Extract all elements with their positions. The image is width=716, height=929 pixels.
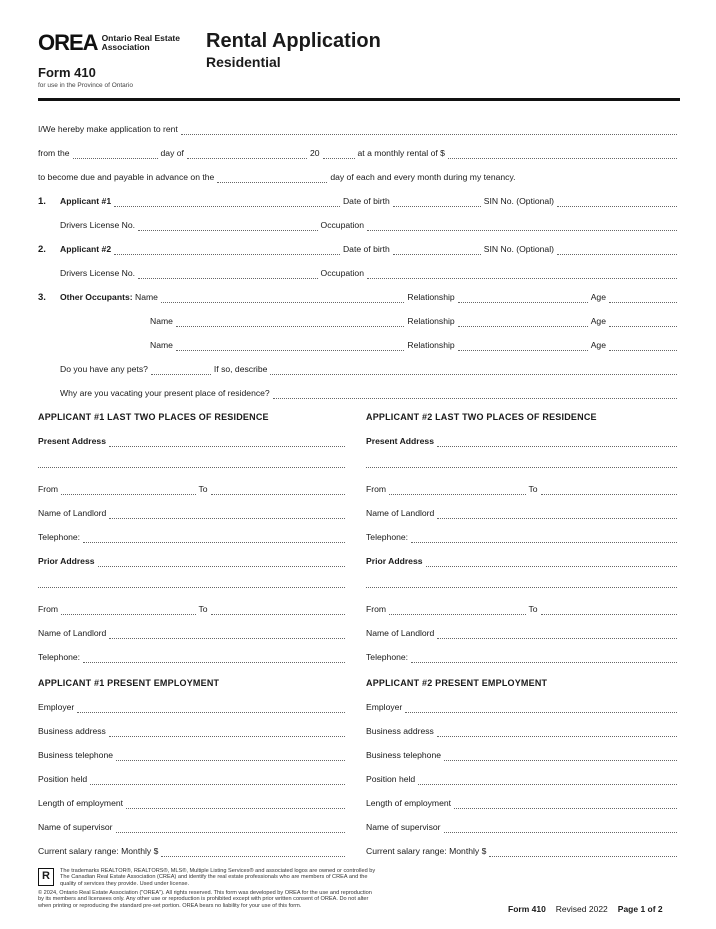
copyright-notice: © 2024, Ontario Real Estate Association ("OREA"). All rights reserved. This form was developed by OREA for the use and reproduction by its members and licensees only. Any other use or reproduction is prohibited except with prior written consent of OREA. Do not alter when printing or reproducing the standard pre-set portion. OREA bears no liability for your use of this form. xyxy=(38,890,372,909)
a1-prior-address-field-2[interactable] xyxy=(38,580,345,588)
applicant2-employment-heading: APPLICANT #2 PRESENT EMPLOYMENT xyxy=(366,678,548,688)
due-day-field[interactable] xyxy=(217,175,327,183)
applicant1-employment-heading: APPLICANT #1 PRESENT EMPLOYMENT xyxy=(38,678,220,688)
a1-prior-address-line: Prior Address xyxy=(38,556,348,567)
occupant2-age-field[interactable] xyxy=(609,319,677,327)
form-province-note: for use in the Province of Ontario xyxy=(38,82,134,89)
a2-present-landlord-field[interactable] xyxy=(437,511,677,519)
pets-describe-field[interactable] xyxy=(270,367,677,375)
a1-length-field[interactable] xyxy=(126,801,345,809)
occupant3-age-field[interactable] xyxy=(609,343,677,351)
occupant3-name-field[interactable] xyxy=(176,343,404,351)
a1-prior-address-field[interactable] xyxy=(98,559,345,567)
form-number: Form 410 xyxy=(38,65,96,80)
a2-business-address-line: Business address xyxy=(366,726,680,737)
realtor-logo-icon: R xyxy=(38,868,54,886)
a2-present-dates-line: From To xyxy=(366,484,680,495)
applicant2-occupation-field[interactable] xyxy=(367,271,677,279)
a1-prior-landlord-line: Name of Landlord xyxy=(38,628,348,639)
a2-present-from-field[interactable] xyxy=(389,487,525,495)
trademark-notice: The trademarks REALTOR®, REALTORS®, MLS®, Multiple Listing Services® and associated logos are owned or controlled by The Canadian Real Estate Association (CREA) and identify the real estate professionals who are members of CREA and the quality of services they provide. Used under license. xyxy=(60,868,376,887)
applicant2-sin-field[interactable] xyxy=(557,247,677,255)
a2-present-address-cont xyxy=(366,460,680,468)
a1-business-address-field[interactable] xyxy=(109,729,345,737)
a2-employer-line: Employer xyxy=(366,702,680,713)
a2-supervisor-field[interactable] xyxy=(444,825,677,833)
applicant2-license-field[interactable] xyxy=(138,271,318,279)
a2-present-address-field[interactable] xyxy=(437,439,677,447)
applicant1-occupation-field[interactable] xyxy=(367,223,677,231)
a2-present-address-line: Present Address xyxy=(366,436,680,447)
applicant1-line: 1. Applicant #1 Date of birth SIN No. (Optional) xyxy=(38,196,680,207)
rent-period-line: from the day of 20 at a monthly rental of $ xyxy=(38,148,680,159)
from-day-field[interactable] xyxy=(73,151,158,159)
a2-business-telephone-line: Business telephone xyxy=(366,750,680,761)
form-title: Rental Application xyxy=(206,30,381,52)
rent-address-line: I/We hereby make application to rent xyxy=(38,124,680,135)
rent-address-field[interactable] xyxy=(181,127,677,135)
due-date-line: to become due and payable in advance on the day of each and every month during my tenancy. xyxy=(38,172,516,182)
logo-text: Ontario Real Estate Association xyxy=(101,33,180,52)
footer-page-info xyxy=(508,904,663,914)
from-month-field[interactable] xyxy=(187,151,307,159)
a1-present-dates-line: From To xyxy=(38,484,348,495)
a1-salary-field[interactable] xyxy=(161,849,345,857)
a1-prior-dates-line: From To xyxy=(38,604,348,615)
a2-prior-from-field[interactable] xyxy=(389,607,525,615)
a2-length-field[interactable] xyxy=(454,801,677,809)
applicant2-license-line: Drivers License No. Occupation xyxy=(60,268,680,279)
occupant2-relationship-field[interactable] xyxy=(458,319,588,327)
a1-prior-to-field[interactable] xyxy=(211,607,345,615)
a1-supervisor-line: Name of supervisor xyxy=(38,822,348,833)
applicant1-license-line: Drivers License No. Occupation xyxy=(60,220,680,231)
a1-prior-telephone-line: Telephone: xyxy=(38,652,348,663)
applicant2-residence-heading: APPLICANT #2 LAST TWO PLACES OF RESIDENCE xyxy=(366,412,597,422)
header-rule xyxy=(38,98,680,101)
a2-length-line: Length of employment xyxy=(366,798,680,809)
a2-present-address-field-2[interactable] xyxy=(366,460,677,468)
a2-prior-address-cont xyxy=(366,580,680,588)
pets-field[interactable] xyxy=(151,367,211,375)
a1-prior-telephone-field[interactable] xyxy=(83,655,345,663)
a1-supervisor-field[interactable] xyxy=(116,825,345,833)
a1-business-telephone-field[interactable] xyxy=(116,753,345,761)
a2-salary-line: Current salary range: Monthly $ xyxy=(366,846,680,857)
pets-line: Do you have any pets? If so, describe xyxy=(60,364,680,375)
a1-present-address-field-2[interactable] xyxy=(38,460,345,468)
a1-present-telephone-line: Telephone: xyxy=(38,532,348,543)
a1-salary-line: Current salary range: Monthly $ xyxy=(38,846,348,857)
a2-present-to-field[interactable] xyxy=(541,487,677,495)
a2-prior-to-field[interactable] xyxy=(541,607,677,615)
form-header xyxy=(38,30,680,100)
footer-form-number: Form 410 xyxy=(508,904,546,914)
a1-position-line: Position held xyxy=(38,774,348,785)
a2-prior-telephone-field[interactable] xyxy=(411,655,677,663)
a1-prior-landlord-field[interactable] xyxy=(109,631,345,639)
occupant3-line: Name Relationship Age xyxy=(150,340,680,351)
a2-business-telephone-field[interactable] xyxy=(444,753,677,761)
a1-employer-line: Employer xyxy=(38,702,348,713)
a2-business-address-field[interactable] xyxy=(437,729,677,737)
a1-length-line: Length of employment xyxy=(38,798,348,809)
occupant1-name-field[interactable] xyxy=(161,295,404,303)
occupant1-line: 3. Other Occupants: Name Relationship Age xyxy=(38,292,680,303)
occupant1-age-field[interactable] xyxy=(609,295,677,303)
occupant2-line: Name Relationship Age xyxy=(150,316,680,327)
form-subtitle: Residential xyxy=(206,54,281,70)
from-year-field[interactable] xyxy=(323,151,355,159)
a2-prior-address-field-2[interactable] xyxy=(366,580,677,588)
occupant3-relationship-field[interactable] xyxy=(458,343,588,351)
a1-prior-from-field[interactable] xyxy=(61,607,195,615)
applicant1-residence-heading: APPLICANT #1 LAST TWO PLACES OF RESIDENCE xyxy=(38,412,269,422)
a2-prior-landlord-field[interactable] xyxy=(437,631,677,639)
a2-prior-address-field[interactable] xyxy=(426,559,677,567)
applicant2-line: 2. Applicant #2 Date of birth SIN No. (Optional) xyxy=(38,244,680,255)
a2-prior-address-line: Prior Address xyxy=(366,556,680,567)
a1-business-address-line: Business address xyxy=(38,726,348,737)
applicant1-sin-field[interactable] xyxy=(557,199,677,207)
vacating-line: Why are you vacating your present place of residence? xyxy=(60,388,680,399)
a1-present-landlord-field[interactable] xyxy=(109,511,345,519)
a1-present-address-cont xyxy=(38,460,348,468)
a1-present-landlord-line: Name of Landlord xyxy=(38,508,348,519)
logo-mark: OREA xyxy=(38,30,98,55)
applicant2-dob-field[interactable] xyxy=(393,247,481,255)
footer-page-number: Page 1 of 2 xyxy=(617,904,663,914)
a1-business-telephone-line: Business telephone xyxy=(38,750,348,761)
a1-present-address-line: Present Address xyxy=(38,436,348,447)
a1-prior-address-cont xyxy=(38,580,348,588)
a2-prior-dates-line: From To xyxy=(366,604,680,615)
footer-revised: Revised 2022 xyxy=(555,904,608,914)
a1-present-address-field[interactable] xyxy=(109,439,345,447)
a1-present-from-field[interactable] xyxy=(61,487,195,495)
a2-prior-telephone-line: Telephone: xyxy=(366,652,680,663)
a2-present-landlord-line: Name of Landlord xyxy=(366,508,680,519)
applicant1-name-field[interactable] xyxy=(114,199,340,207)
applicant1-dob-field[interactable] xyxy=(393,199,481,207)
orea-logo xyxy=(38,32,182,54)
a1-position-field[interactable] xyxy=(90,777,345,785)
applicant1-license-field[interactable] xyxy=(138,223,318,231)
a1-present-to-field[interactable] xyxy=(211,487,345,495)
a2-position-line: Position held xyxy=(366,774,680,785)
a2-salary-field[interactable] xyxy=(489,849,677,857)
vacating-field[interactable] xyxy=(273,391,677,399)
applicant2-name-field[interactable] xyxy=(114,247,340,255)
a2-present-telephone-line: Telephone: xyxy=(366,532,680,543)
occupant2-name-field[interactable] xyxy=(176,319,404,327)
a2-supervisor-line: Name of supervisor xyxy=(366,822,680,833)
a2-position-field[interactable] xyxy=(418,777,677,785)
a1-present-telephone-field[interactable] xyxy=(83,535,345,543)
a1-employer-field[interactable] xyxy=(77,705,345,713)
occupant1-relationship-field[interactable] xyxy=(458,295,588,303)
monthly-rent-field[interactable] xyxy=(448,151,677,159)
a2-employer-field[interactable] xyxy=(405,705,677,713)
a2-present-telephone-field[interactable] xyxy=(411,535,677,543)
a2-prior-landlord-line: Name of Landlord xyxy=(366,628,680,639)
